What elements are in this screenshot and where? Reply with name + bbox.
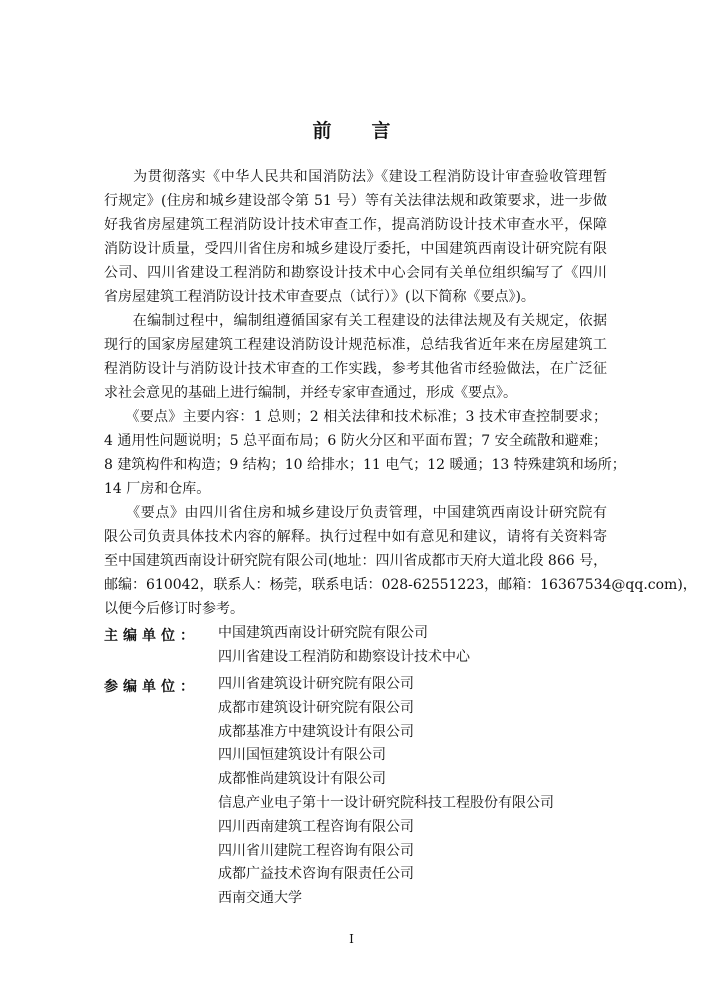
paragraph-line: 消防设计质量，受四川省住房和城乡建设厅委托，中国建筑西南设计研究院有限 xyxy=(104,241,607,257)
paragraph-line: 程消防设计与消防设计技术审查的工作实践，参考其他省市经验做法，在广泛征 xyxy=(104,361,607,377)
participating-unit: 四川省建筑设计研究院有限公司 xyxy=(218,676,414,692)
paragraph-line: 8 建筑构件和构造；9 结构；10 给排水；11 电气；12 暖通；13 特殊建筑和场所； xyxy=(104,457,626,473)
participating-unit: 成都惟尚建筑设计有限公司 xyxy=(218,771,386,788)
chief-editor-label: 主编单位： xyxy=(104,628,199,644)
paragraph-line: 省房屋建筑工程消防设计技术审查要点（试行）》(以下简称《要点》)。 xyxy=(104,289,535,305)
paragraph-process xyxy=(104,309,607,405)
participating-unit: 四川西南建筑工程咨询有限公司 xyxy=(218,818,414,835)
participating-unit: 四川国恒建筑设计有限公司 xyxy=(218,747,386,764)
paragraph-line: 公司、四川省建设工程消防和勘察设计技术中心会同有关单位组织编写了《四川 xyxy=(104,265,607,281)
paragraph-line: 14 厂房和仓库。 xyxy=(104,481,211,497)
participating-unit: 成都广益技术咨询有限责任公司 xyxy=(218,866,414,883)
paragraph-line: 为贯彻落实《中华人民共和国消防法》《建设工程消防设计审查验收管理暂 xyxy=(104,169,607,185)
paragraph-line: 求社会意见的基础上进行编制，并经专家审查通过，形成《要点》。 xyxy=(104,385,517,401)
title-char-1: 前 xyxy=(312,120,332,142)
paragraph-line: 邮编：610042，联系人：杨莞，联系电话：028-62551223，邮箱：16367534@qq.com)， xyxy=(104,577,697,593)
page-number: I xyxy=(349,932,354,946)
chief-editor-unit: 四川省建设工程消防和勘察设计技术中心 xyxy=(218,648,470,665)
participating-unit: 成都基准方中建筑设计有限公司 xyxy=(218,723,414,740)
participating-unit: 四川省川建院工程咨询有限公司 xyxy=(218,842,414,859)
paragraph-line: 在编制过程中，编制组遵循国家有关工程建设的法律法规及有关规定，依据 xyxy=(104,313,607,329)
paragraph-line: 4 通用性问题说明；5 总平面布局；6 防火分区和平面布置；7 安全疏散和避难； xyxy=(104,433,607,449)
participating-label: 参编单位： xyxy=(104,679,199,695)
paragraph-management xyxy=(104,501,697,621)
participating-unit: 成都市建筑设计研究院有限公司 xyxy=(218,699,414,716)
chief-editor-list xyxy=(218,622,470,670)
participating-unit: 信息产业电子第十一设计研究院科技工程股份有限公司 xyxy=(218,794,554,811)
paragraph-line: 《要点》主要内容：1 总则；2 相关法律和技术标准；3 技术审查控制要求； xyxy=(104,409,607,425)
paragraph-line: 行规定》(住房和城乡建设部令第 51 号）等有关法律法规和政策要求，进一步做 xyxy=(104,193,607,209)
page-title xyxy=(0,116,703,143)
paragraph-contents xyxy=(104,405,626,501)
paragraph-line: 好我省房屋建筑工程消防设计技术审查工作，提高消防设计技术审查水平，保障 xyxy=(104,217,607,233)
participating-list xyxy=(218,673,554,911)
paragraph-line: 《要点》由四川省住房和城乡建设厅负责管理，中国建筑西南设计研究院有 xyxy=(104,505,607,521)
title-char-2: 言 xyxy=(371,120,391,142)
paragraph-line: 现行的国家房屋建筑工程建设消防设计规范标准，总结我省近年来在房屋建筑工 xyxy=(104,337,607,353)
paragraph-purpose xyxy=(104,165,607,309)
paragraph-line: 限公司负责具体技术内容的解释。执行过程中如有意见和建议，请将有关资料寄 xyxy=(104,529,607,545)
participating-unit: 西南交通大学 xyxy=(218,890,302,907)
paragraph-line: 至中国建筑西南设计研究院有限公司(地址：四川省成都市天府大道北段 866 号， xyxy=(104,553,608,569)
paragraph-line: 以便今后修订时参考。 xyxy=(104,601,244,617)
chief-editor-unit: 中国建筑西南设计研究院有限公司 xyxy=(218,625,428,641)
